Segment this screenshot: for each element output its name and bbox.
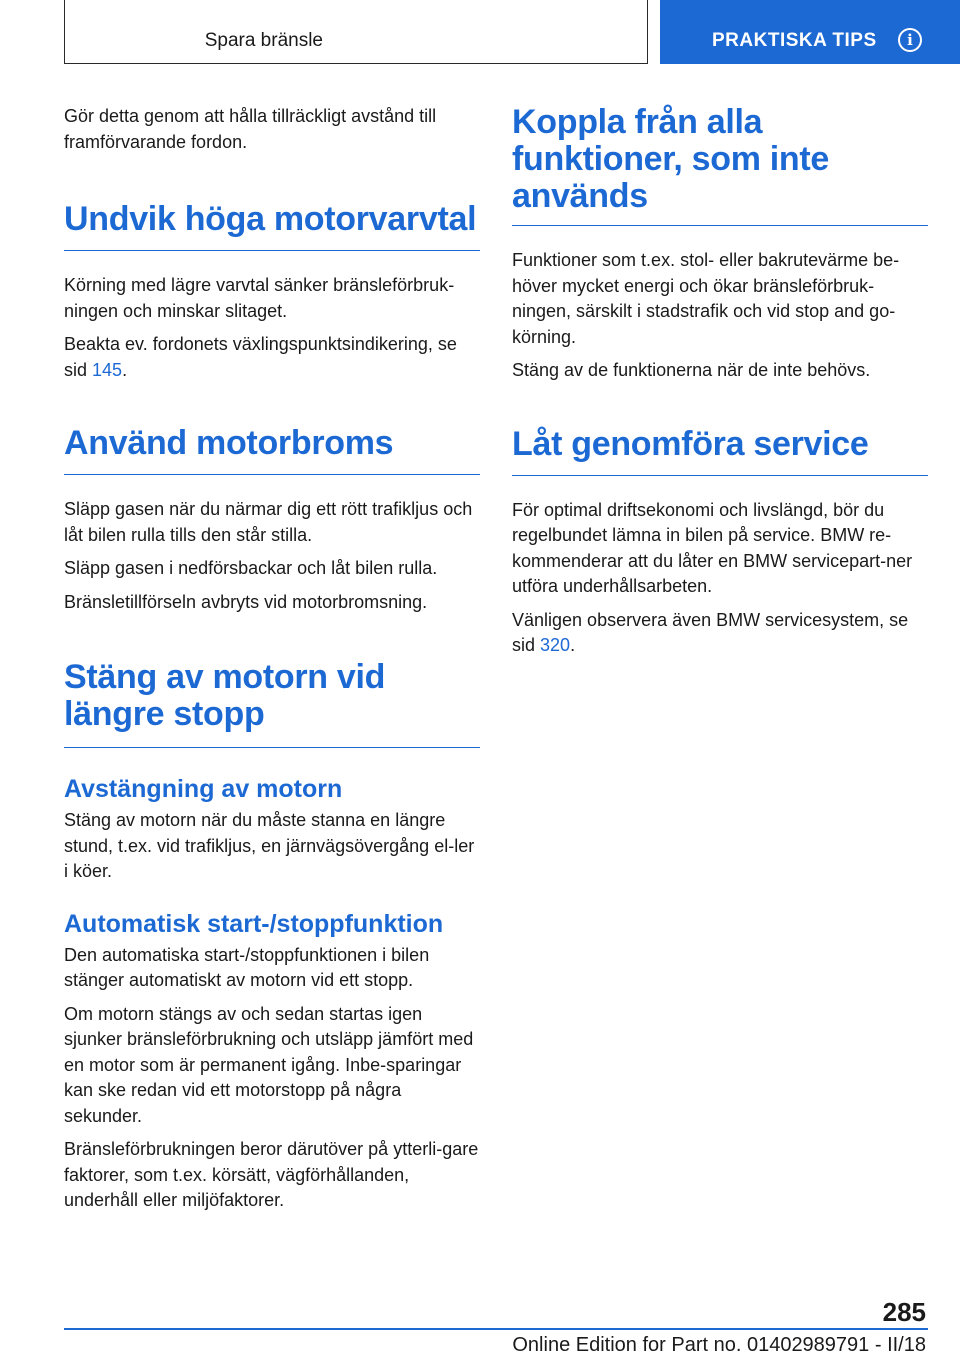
engine-off-paragraph: Stäng av motorn när du måste stanna en längre stund, t.ex. vid trafikljus, en järnvägsövergång el-ler i köer. <box>64 810 475 881</box>
heading-service: Låt genomföra service <box>512 424 869 463</box>
service-paragraph-2-text: Vänligen observera även BMW servicesystem, se sid <box>512 609 909 655</box>
brake-paragraph-3: Bränsletillförseln avbryts vid motorbromsning. <box>64 591 428 612</box>
functions-paragraph-1: Funktioner som t.ex. stol- eller bakrutevärme be-höver mycket energi och ökar bränsleförbruk-ningen, särskilt i stadstrafik och vid stop and go-körning. <box>512 250 900 347</box>
intro-paragraph: Gör detta genom att hålla tillräckligt avstånd till framförvarande fordon. <box>64 106 437 152</box>
footer-rule <box>64 1328 928 1330</box>
subheading-auto-start-stop: Automatisk start-/stoppfunktion <box>64 909 444 938</box>
page-number: 285 <box>882 1297 926 1327</box>
chapter-tab[interactable] <box>660 0 960 64</box>
rpm-paragraph-2-text: Beakta ev. fordonets växlingspunktsindikering, se sid <box>64 334 457 380</box>
section-title: Spara bränsle <box>204 30 323 51</box>
info-icon[interactable]: i <box>898 28 922 52</box>
heading-stop-engine: Stäng av motorn vid längre stopp <box>64 658 386 733</box>
service-paragraph-1: För optimal driftsekonomi och livslängd, bör du regelbundet lämna in bilen på service. BMW re-kommenderar att du låter en BMW servicepart-ner utföra underhållsarbeten. <box>512 499 913 596</box>
service-paragraph-2 <box>512 608 928 659</box>
heading-rule <box>512 475 928 476</box>
page-reference-link[interactable]: 320 <box>540 635 571 655</box>
page-reference-link[interactable]: 145 <box>92 359 123 380</box>
brake-paragraph-2: Släpp gasen i nedförsbackar och låt bilen rulla. <box>64 558 438 578</box>
subheading-engine-off: Avstängning av motorn <box>64 775 343 803</box>
heading-engine-brake: Använd motorbroms <box>64 424 394 462</box>
rpm-paragraph-2 <box>64 332 480 383</box>
heading-rule <box>64 747 480 748</box>
chapter-label: PRAKTISKA TIPS <box>712 30 877 51</box>
header-section-box <box>64 0 648 64</box>
brake-paragraph-1: Släpp gasen när du närmar dig ett rött trafikljus och låt bilen rulla tills den står stilla. <box>64 499 473 545</box>
edition-footer: Online Edition for Part no. 01402989791 - II/18 <box>512 1334 926 1356</box>
right-column <box>512 104 928 667</box>
rpm-paragraph-2-end: . <box>122 359 128 380</box>
heading-disable-functions: Koppla från alla funktioner, som inte används <box>512 103 830 215</box>
service-paragraph-2-end: . <box>570 635 576 655</box>
left-column <box>64 104 480 1222</box>
heading-rule <box>64 474 480 475</box>
functions-paragraph-2: Stäng av de funktionerna när de inte behövs. <box>512 360 871 380</box>
heading-rule <box>64 250 480 251</box>
rpm-paragraph-1: Körning med lägre varvtal sänker bränsleförbruk-ningen och minskar slitaget. <box>64 275 455 321</box>
auto-paragraph-3: Bränsleförbrukningen beror därutöver på ytterli-gare faktorer, som t.ex. körsätt, vägförhållanden, underhåll eller miljöfaktorer. <box>64 1139 479 1210</box>
heading-rule <box>512 225 928 226</box>
heading-avoid-high-rpm: Undvik höga motorvarvtal <box>64 200 477 238</box>
auto-paragraph-1: Den automatiska start-/stoppfunktionen i bilen stänger automatiskt av motorn vid ett stopp. <box>64 944 430 990</box>
auto-paragraph-2: Om motorn stängs av och sedan startas igen sjunker bränsleförbrukning och utsläpp jämfört med en motor som är permanent igång. Inbe-sparingar kan ske redan vid ett motorstopp på några sekunder. <box>64 1003 474 1126</box>
